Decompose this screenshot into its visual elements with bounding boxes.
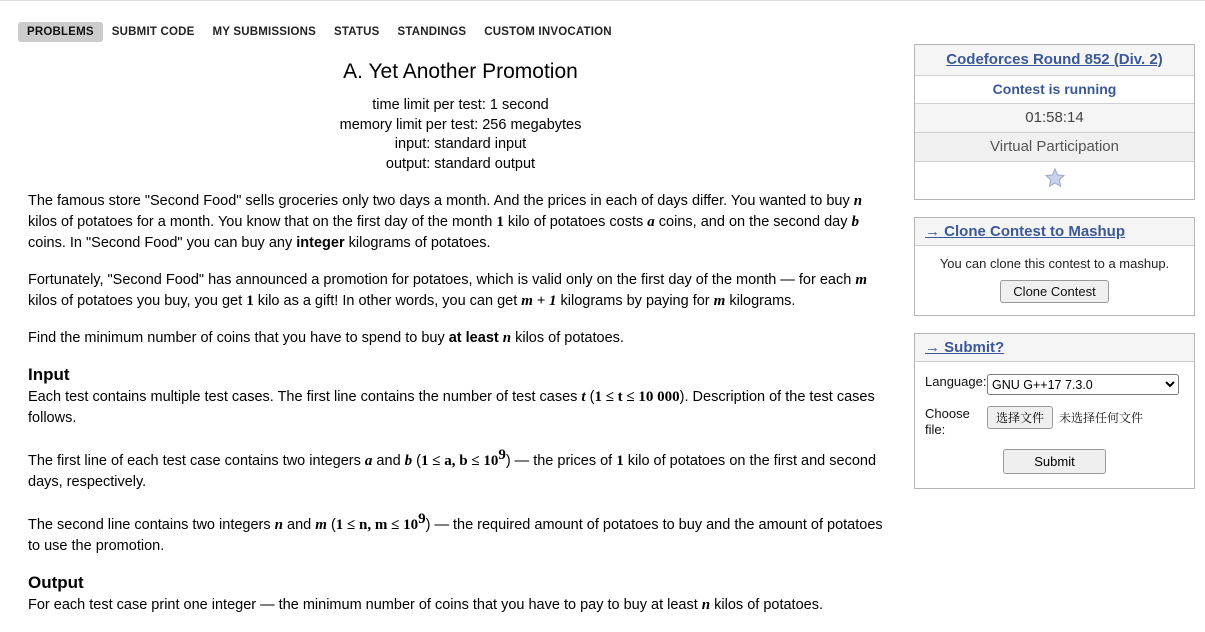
text-fragment: ) — the prices of bbox=[505, 452, 617, 469]
legend-paragraph-3 bbox=[28, 328, 893, 349]
text-fragment: kilo of potatoes on the first and second days, respectively. bbox=[28, 452, 877, 490]
top-divider bbox=[0, 0, 1205, 1]
output-section-heading: Output bbox=[28, 572, 84, 592]
math-ab-range: 1 ≤ a, b ≤ 10 bbox=[421, 452, 499, 469]
choose-file-button[interactable]: 选择文件 bbox=[987, 406, 1053, 429]
math-one: 1 bbox=[496, 214, 504, 230]
emphasis-integer: integer bbox=[296, 235, 345, 251]
nav-item-problems[interactable]: PROBLEMS bbox=[18, 22, 103, 42]
clone-contest-text: You can clone this contest to a mashup. bbox=[939, 256, 1170, 271]
clone-contest-header: → Clone Contest to Mashup bbox=[915, 218, 1194, 246]
nav-item-custom-invocation[interactable]: CUSTOM INVOCATION bbox=[484, 26, 612, 38]
file-status-text: 未选择任何文件 bbox=[1059, 411, 1144, 425]
clone-contest-content bbox=[915, 246, 1194, 315]
problem-limits bbox=[28, 96, 893, 174]
text-fragment: ( bbox=[585, 389, 595, 405]
contest-status: Contest is running bbox=[915, 76, 1194, 104]
star-icon[interactable] bbox=[915, 162, 1194, 199]
text-fragment: and bbox=[372, 452, 405, 469]
submit-header: → Submit? bbox=[915, 334, 1194, 362]
contest-title-link[interactable]: Codeforces Round 852 (Div. 2) bbox=[915, 45, 1194, 76]
math-m: m bbox=[855, 272, 868, 288]
math-t: t bbox=[581, 389, 586, 405]
output-spec: output: standard output bbox=[385, 155, 536, 172]
language-row bbox=[925, 374, 1184, 395]
contest-box bbox=[914, 44, 1195, 200]
text-fragment: kilos of potatoes. bbox=[710, 596, 823, 613]
math-n: n bbox=[502, 330, 512, 346]
contest-countdown-timer: 01:58:14 bbox=[915, 104, 1194, 133]
sidebar bbox=[914, 44, 1195, 506]
math-n: n bbox=[701, 596, 711, 613]
submit-button-wrap bbox=[925, 449, 1184, 474]
file-row bbox=[925, 406, 1184, 438]
main-nav bbox=[18, 22, 621, 42]
clone-contest-box bbox=[914, 217, 1195, 316]
nav-item-my-submissions[interactable]: MY SUBMISSIONS bbox=[212, 26, 317, 38]
memory-limit: memory limit per test: 256 megabytes bbox=[339, 116, 582, 133]
input-section-heading: Input bbox=[28, 365, 70, 384]
text-fragment: and bbox=[283, 516, 316, 533]
text-fragment: Each test contains multiple test cases. The first line contains the number of test cases bbox=[28, 389, 582, 405]
virtual-participation-label: Virtual Participation bbox=[915, 133, 1194, 162]
math-m-plus-1: m + 1 bbox=[521, 293, 557, 309]
nav-item-submit-code[interactable]: SUBMIT CODE bbox=[111, 26, 195, 38]
text-fragment: kilos of potatoes for a month. You know that on the first day of the month bbox=[28, 214, 497, 230]
text-fragment: ( bbox=[326, 516, 336, 533]
legend-paragraph-1 bbox=[28, 191, 893, 254]
math-a: a bbox=[364, 452, 373, 469]
submit-box bbox=[914, 333, 1195, 489]
text-fragment: ) — the required amount of potatoes to buy and the amount of potatoes to use the promotion. bbox=[28, 516, 883, 554]
clone-contest-button[interactable]: Clone Contest bbox=[1000, 280, 1108, 303]
choose-file-label: Choose file: bbox=[925, 406, 970, 437]
text-fragment: ). Description of the test cases follows. bbox=[28, 389, 875, 426]
input-section-line-3 bbox=[28, 509, 893, 557]
math-n: n bbox=[274, 516, 283, 533]
text-fragment: Find the minimum number of coins that you have to spend to buy bbox=[28, 330, 449, 346]
math-nm-range: 1 ≤ n, m ≤ 10 bbox=[335, 516, 419, 533]
text-fragment: The second line contains two integers bbox=[28, 516, 275, 533]
text-fragment: coins. In "Second Food" you can buy any bbox=[28, 235, 297, 251]
math-n: n bbox=[853, 193, 863, 209]
nav-item-standings[interactable]: STANDINGS bbox=[397, 26, 467, 38]
math-exponent: 9 bbox=[418, 510, 426, 527]
language-select[interactable] bbox=[987, 374, 1179, 395]
math-b: b bbox=[404, 452, 413, 469]
math-one: 1 bbox=[616, 452, 624, 469]
text-fragment: kilograms. bbox=[725, 293, 796, 309]
math-t-range: 1 ≤ t ≤ 10 000 bbox=[594, 389, 680, 405]
legend-paragraph-2 bbox=[28, 270, 893, 312]
emphasis-at-least: at least bbox=[448, 330, 503, 346]
text-fragment: kilos of potatoes you buy, you get bbox=[28, 293, 247, 309]
problem-title: A. Yet Another Promotion bbox=[343, 60, 578, 83]
text-fragment: kilo as a gift! In other words, you can get bbox=[253, 293, 522, 309]
submit-form bbox=[915, 362, 1194, 488]
math-m: m bbox=[315, 516, 327, 533]
text-fragment: The famous store "Second Food" sells groceries only two days a month. And the prices in each of days differ. You wanted to buy bbox=[28, 193, 854, 209]
text-fragment: The first line of each test case contains two integers bbox=[28, 452, 365, 469]
math-a: a bbox=[647, 214, 655, 230]
text-fragment: kilograms by paying for bbox=[556, 293, 714, 309]
language-label: Language: bbox=[925, 374, 987, 389]
input-section-line-1 bbox=[28, 387, 893, 429]
file-picker bbox=[987, 406, 1143, 429]
text-fragment: kilos of potatoes. bbox=[511, 330, 624, 346]
math-b: b bbox=[851, 214, 859, 230]
output-section-line-1 bbox=[28, 595, 893, 616]
math-one: 1 bbox=[246, 293, 254, 309]
nav-item-status[interactable]: STATUS bbox=[334, 26, 380, 38]
problem-statement bbox=[28, 55, 893, 632]
text-fragment: kilo of potatoes costs bbox=[503, 214, 648, 230]
text-fragment: Fortunately, "Second Food" has announced a promotion for potatoes, which is valid only on the first day of the month — for each bbox=[28, 272, 856, 288]
problem-legend bbox=[28, 191, 893, 349]
text-fragment: kilograms of potatoes. bbox=[344, 235, 491, 251]
submit-button[interactable]: Submit bbox=[1003, 449, 1105, 474]
math-m: m bbox=[713, 293, 726, 309]
input-section-line-2 bbox=[28, 445, 893, 493]
time-limit: time limit per test: 1 second bbox=[372, 97, 549, 113]
text-fragment: coins, and on the second day bbox=[654, 214, 852, 230]
math-exponent: 9 bbox=[498, 447, 506, 463]
text-fragment: ( bbox=[412, 452, 422, 469]
input-spec: input: standard input bbox=[394, 136, 527, 152]
text-fragment: For each test case print one integer — the minimum number of coins that you have to pay to buy at least bbox=[28, 596, 702, 613]
